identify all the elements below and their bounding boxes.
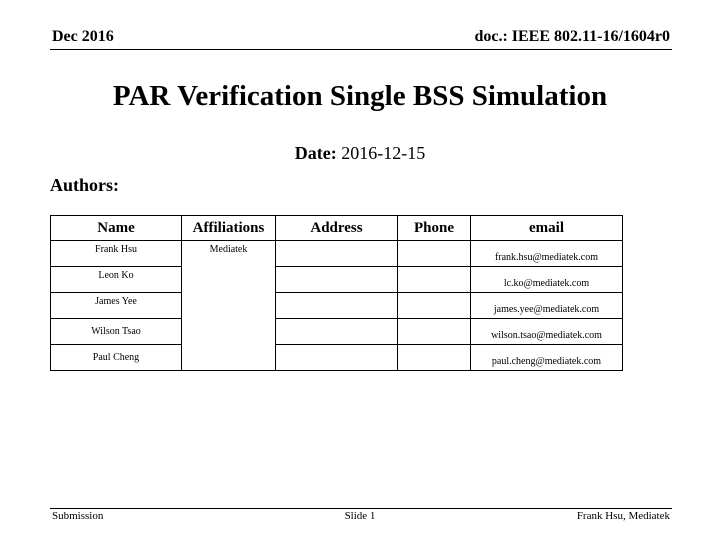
author-name: Frank Hsu	[51, 241, 182, 267]
table-row	[51, 267, 623, 293]
author-email: james.yee@mediatek.com	[471, 293, 623, 319]
footer-author: Frank Hsu, Mediatek	[576, 510, 670, 522]
author-phone	[398, 241, 471, 267]
author-name: James Yee	[51, 293, 182, 319]
column-header-affiliations: Affiliations	[182, 216, 276, 241]
header-doc-id: doc.: IEEE 802.11-16/1604r0	[474, 28, 670, 45]
footer-submission: Submission	[52, 510, 104, 522]
column-header-phone: Phone	[398, 216, 471, 241]
author-address	[276, 345, 398, 371]
table-row	[51, 319, 623, 345]
author-email: lc.ko@mediatek.com	[471, 267, 623, 293]
author-address	[276, 293, 398, 319]
date-line	[0, 143, 720, 164]
author-address	[276, 241, 398, 267]
footer-divider	[50, 508, 672, 509]
footer-slide-number: Slide 1	[344, 510, 376, 522]
column-header-name: Name	[51, 216, 182, 241]
author-name: Paul Cheng	[51, 345, 182, 371]
date-label: Date:	[294, 143, 337, 163]
table-row	[51, 241, 623, 267]
column-header-address: Address	[276, 216, 398, 241]
author-email: frank.hsu@mediatek.com	[471, 241, 623, 267]
author-phone	[398, 267, 471, 293]
authors-table	[50, 215, 623, 371]
author-address	[276, 319, 398, 345]
author-address	[276, 267, 398, 293]
date-value: 2016-12-15	[341, 143, 426, 163]
author-phone	[398, 345, 471, 371]
author-name: Wilson Tsao	[51, 319, 182, 345]
author-phone	[398, 319, 471, 345]
authors-heading: Authors:	[50, 175, 120, 195]
slide-title: PAR Verification Single BSS Simulation	[112, 80, 608, 112]
table-header-row	[51, 216, 623, 241]
header-date: Dec 2016	[52, 28, 114, 45]
header-divider	[50, 49, 672, 50]
author-email: wilson.tsao@mediatek.com	[471, 319, 623, 345]
table-row	[51, 345, 623, 371]
table-row	[51, 293, 623, 319]
author-email: paul.cheng@mediatek.com	[471, 345, 623, 371]
author-name: Leon Ko	[51, 267, 182, 293]
author-affiliation: Mediatek	[182, 241, 276, 371]
author-phone	[398, 293, 471, 319]
column-header-email: email	[471, 216, 623, 241]
